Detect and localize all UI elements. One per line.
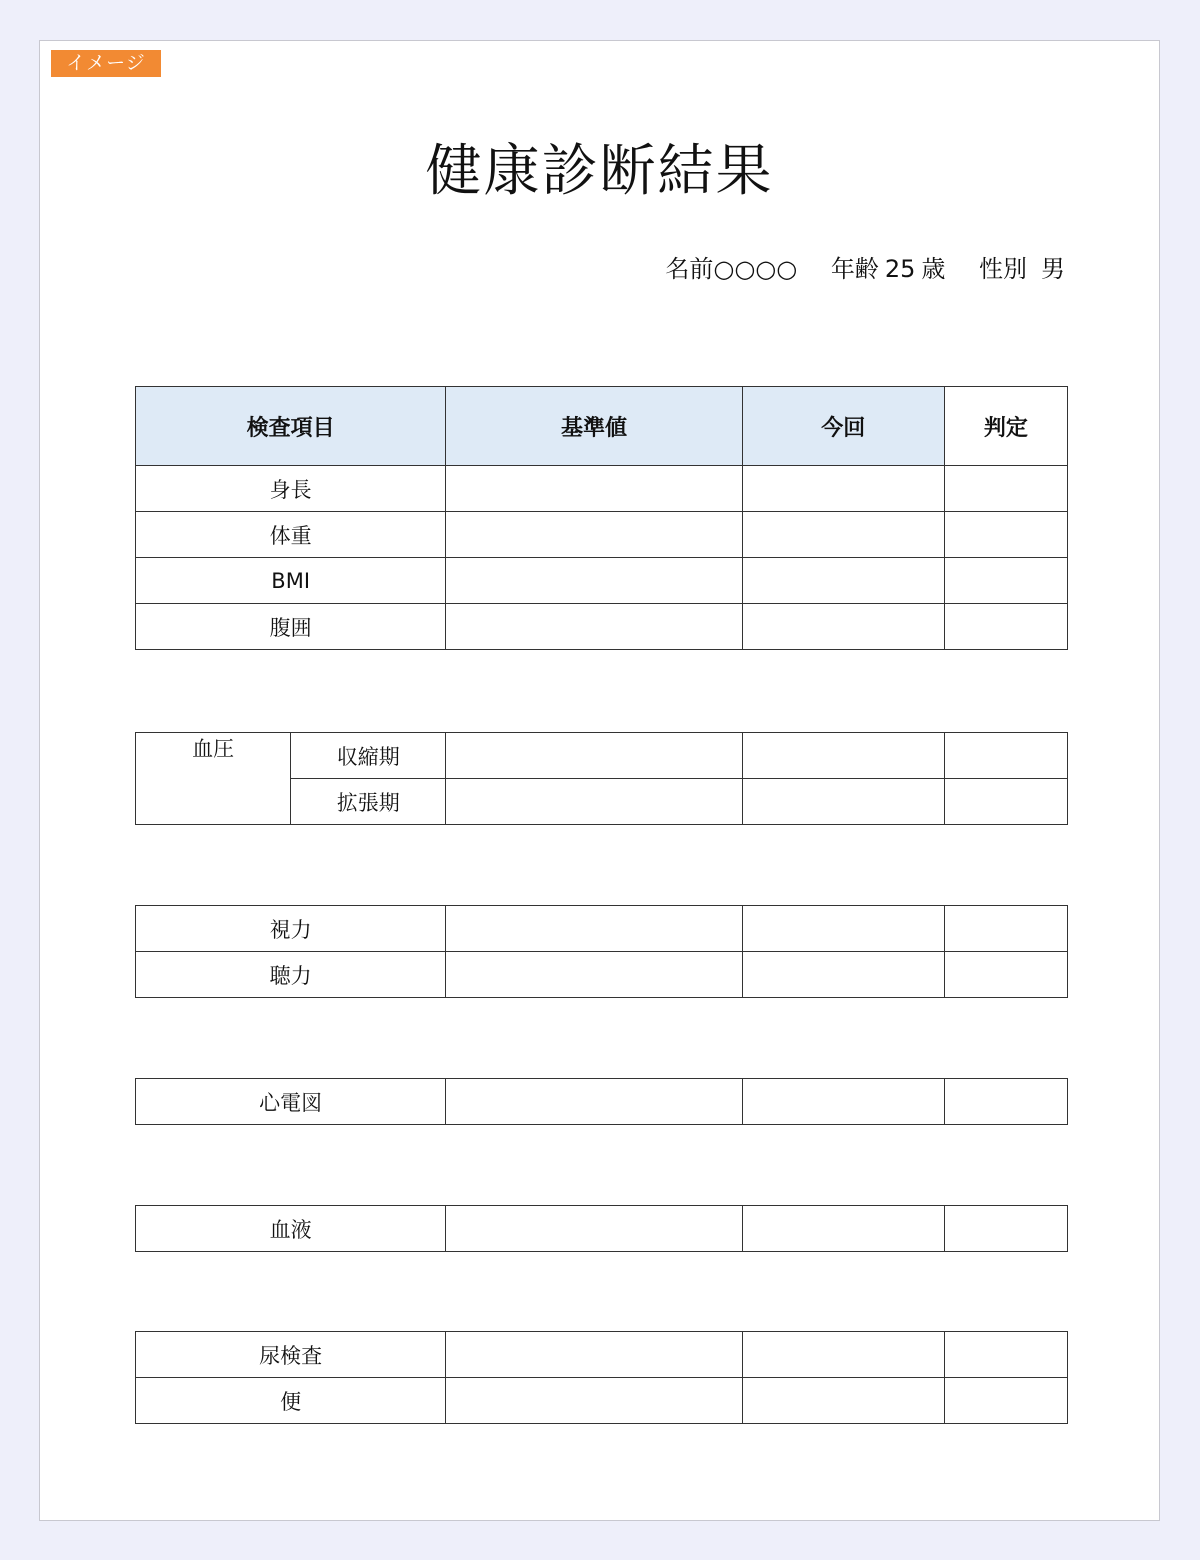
name-value: ○○○○	[713, 255, 798, 283]
current-cell[interactable]	[742, 1332, 944, 1378]
judgment-cell[interactable]	[944, 952, 1067, 998]
patient-info	[665, 249, 1065, 284]
row-label: 身長	[136, 466, 446, 512]
standard-cell[interactable]	[446, 512, 742, 558]
row-label: 視力	[136, 906, 446, 952]
current-cell[interactable]	[742, 558, 944, 604]
standard-cell[interactable]	[446, 1079, 742, 1125]
age-value: 25	[884, 255, 916, 283]
standard-cell[interactable]	[446, 779, 742, 825]
current-cell[interactable]	[742, 733, 944, 779]
current-cell[interactable]	[742, 466, 944, 512]
table-header-row	[136, 387, 1068, 466]
age-label: 年齢	[830, 255, 879, 283]
judgment-cell[interactable]	[944, 604, 1067, 650]
blood-pressure-label: 血圧	[136, 733, 291, 825]
row-label: 聴力	[136, 952, 446, 998]
row-label: 尿検査	[136, 1332, 446, 1378]
current-cell[interactable]	[742, 512, 944, 558]
sex-value: 男	[1041, 255, 1065, 283]
sex-label: 性別	[979, 255, 1027, 283]
row-label: BMI	[136, 558, 446, 604]
row-label: 体重	[136, 512, 446, 558]
judgment-cell[interactable]	[944, 1378, 1067, 1424]
table-row	[136, 604, 1068, 650]
table-row	[136, 906, 1068, 952]
diastolic-label: 拡張期	[291, 779, 446, 825]
judgment-cell[interactable]	[944, 512, 1067, 558]
judgment-cell[interactable]	[944, 1206, 1067, 1252]
table-row	[136, 733, 1068, 779]
standard-cell[interactable]	[446, 1378, 742, 1424]
blood-pressure-table	[135, 732, 1068, 825]
standard-cell[interactable]	[446, 733, 742, 779]
table-row	[136, 1378, 1068, 1424]
urine-stool-table	[135, 1331, 1068, 1424]
table-row	[136, 558, 1068, 604]
standard-cell[interactable]	[446, 906, 742, 952]
row-label: 心電図	[136, 1079, 446, 1125]
header-judgment: 判定	[944, 387, 1067, 466]
page-title: 健康診断結果	[425, 139, 774, 204]
judgment-cell[interactable]	[944, 466, 1067, 512]
senses-table	[135, 905, 1068, 998]
systolic-label: 収縮期	[291, 733, 446, 779]
document-page	[39, 40, 1160, 1521]
judgment-cell[interactable]	[944, 1079, 1067, 1125]
standard-cell[interactable]	[446, 604, 742, 650]
table-row	[136, 512, 1068, 558]
standard-cell[interactable]	[446, 1332, 742, 1378]
header-current: 今回	[742, 387, 944, 466]
current-cell[interactable]	[742, 779, 944, 825]
age-unit: 歳	[921, 255, 946, 283]
standard-cell[interactable]	[446, 466, 742, 512]
current-cell[interactable]	[742, 952, 944, 998]
current-cell[interactable]	[742, 906, 944, 952]
judgment-cell[interactable]	[944, 733, 1067, 779]
row-label: 腹囲	[136, 604, 446, 650]
row-label: 血液	[136, 1206, 446, 1252]
table-row	[136, 952, 1068, 998]
standard-cell[interactable]	[446, 952, 742, 998]
judgment-cell[interactable]	[944, 906, 1067, 952]
current-cell[interactable]	[742, 1206, 944, 1252]
image-badge: イメージ	[51, 50, 161, 77]
blood-table	[135, 1205, 1068, 1252]
judgment-cell[interactable]	[944, 779, 1067, 825]
body-measures-table	[135, 386, 1068, 650]
header-item: 検査項目	[136, 387, 446, 466]
table-row	[136, 1206, 1068, 1252]
header-standard: 基準値	[446, 387, 742, 466]
current-cell[interactable]	[742, 604, 944, 650]
judgment-cell[interactable]	[944, 1332, 1067, 1378]
standard-cell[interactable]	[446, 1206, 742, 1252]
table-row	[136, 1079, 1068, 1125]
table-row	[136, 466, 1068, 512]
standard-cell[interactable]	[446, 558, 742, 604]
table-row	[136, 1332, 1068, 1378]
current-cell[interactable]	[742, 1079, 944, 1125]
current-cell[interactable]	[742, 1378, 944, 1424]
ecg-table	[135, 1078, 1068, 1125]
judgment-cell[interactable]	[944, 558, 1067, 604]
name-label: 名前	[665, 255, 714, 283]
row-label: 便	[136, 1378, 446, 1424]
